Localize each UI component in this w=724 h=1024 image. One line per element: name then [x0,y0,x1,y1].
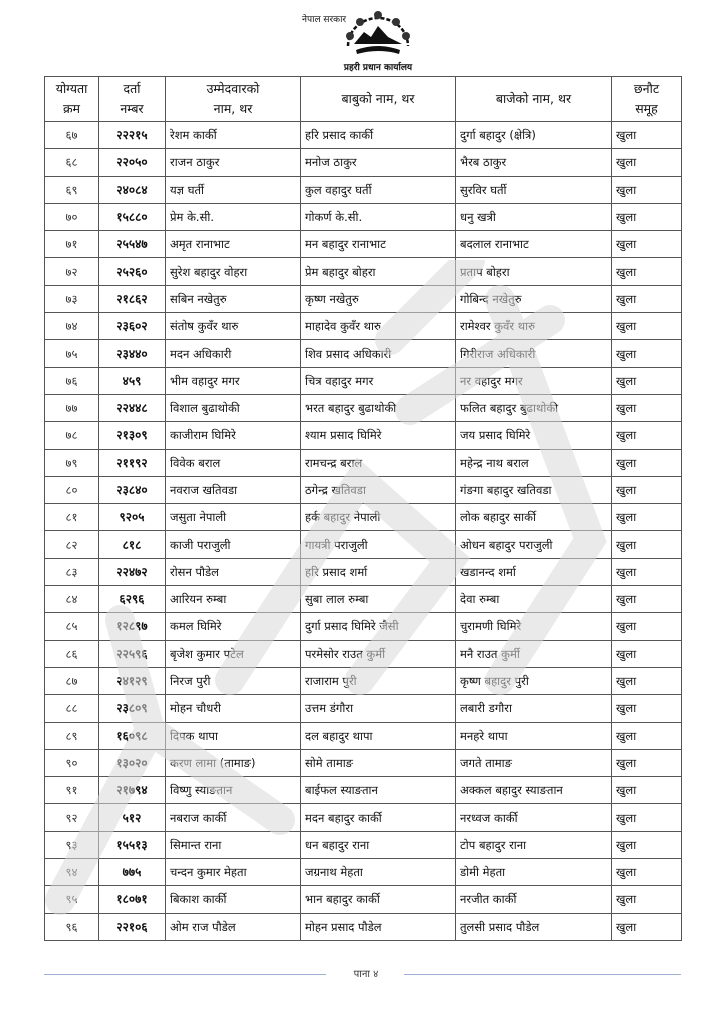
father-name-cell: भान बहादुर कार्की [301,886,456,913]
registration-number-cell: २२०५० [99,149,166,176]
father-name-cell: बाईफल स्याङतान [301,777,456,804]
father-name-cell: परमेसोर राउत कुर्मी [301,640,456,667]
table-row [45,613,682,640]
father-name-cell: भरत बहादुर बुढाथोकी [301,394,456,421]
registration-number-cell: २३६०२ [99,313,166,340]
grandfather-name-cell: महेन्द्र नाथ बराल [456,449,612,476]
rank-cell: ९१ [45,777,99,804]
grandfather-name-cell: लबारी डगौरा [456,695,612,722]
rank-cell: ७१ [45,231,99,258]
selection-group-cell: खुला [612,913,682,940]
rank-cell: ९५ [45,886,99,913]
header-grandfather-name [456,77,612,122]
header-label: समूह [635,101,658,116]
candidate-name-cell: विवेक बराल [166,449,301,476]
candidate-name-cell: ओम राज पौडेल [166,913,301,940]
selection-group-cell: खुला [612,640,682,667]
rank-cell: ९० [45,749,99,776]
father-name-cell: कुल वहादुर घर्ती [301,176,456,203]
father-name-cell: सुबा लाल रुम्बा [301,586,456,613]
registration-number-cell: २२५९६ [99,640,166,667]
candidate-name-cell: नवराज खतिवडा [166,476,301,503]
table-row [45,913,682,940]
registration-number-cell: ७७५ [99,859,166,886]
selection-group-cell: खुला [612,613,682,640]
selection-group-cell: खुला [612,367,682,394]
candidate-name-cell: कमल घिमिरे [166,613,301,640]
rank-cell: ७४ [45,313,99,340]
rank-cell: ७० [45,203,99,230]
page-footer [44,966,681,982]
rank-cell: ९६ [45,913,99,940]
table-row [45,340,682,367]
grandfather-name-cell: जगते तामाङ [456,749,612,776]
candidate-name-cell: प्रेम के.सी. [166,203,301,230]
registration-number-cell: ९२०५ [99,504,166,531]
selection-group-cell: खुला [612,122,682,149]
candidate-name-cell: मदन अधिकारी [166,340,301,367]
father-name-cell: शिव प्रसाद अधिकारी [301,340,456,367]
father-name-cell: मनोज ठाकुर [301,149,456,176]
rank-cell: ७६ [45,367,99,394]
father-name-cell: जग्रनाथ मेहता [301,859,456,886]
registration-number-cell: १३०२० [99,749,166,776]
page-number: पाना ४ [353,969,379,980]
registration-number-cell: ४५९ [99,367,166,394]
registration-number-cell: ६२९६ [99,586,166,613]
father-name-cell: दल बहादुर थापा [301,722,456,749]
emblem-mountain-icon [346,11,410,54]
selection-group-cell: खुला [612,859,682,886]
selection-group-cell: खुला [612,695,682,722]
registration-number-cell: ५१२ [99,804,166,831]
rank-cell: ७५ [45,340,99,367]
registration-number-cell: २११९२ [99,449,166,476]
candidate-name-cell: राजन ठाकुर [166,149,301,176]
father-name-cell: ठगेन्द्र खतिवडा [301,476,456,503]
rank-cell: ७२ [45,258,99,285]
registration-number-cell: २२४४८ [99,394,166,421]
candidate-name-cell: सिमान्त राना [166,831,301,858]
candidate-name-cell: करण लामा (तामाङ) [166,749,301,776]
grandfather-name-cell: तुलसी प्रसाद पौडेल [456,913,612,940]
header-selection-group [612,77,682,122]
rank-cell: ७३ [45,285,99,312]
rank-cell: ८३ [45,558,99,585]
rank-cell: ८० [45,476,99,503]
header-label: नाम, थर [213,101,253,116]
candidate-name-cell: रोसन पौडेल [166,558,301,585]
father-name-cell: धन बहादुर राना [301,831,456,858]
registration-number-cell: २१८६२ [99,285,166,312]
registration-number-cell: २१३०९ [99,422,166,449]
registration-number-cell: १५५१३ [99,831,166,858]
registration-number-cell: २१७९४ [99,777,166,804]
registration-number-cell: २२२१५ [99,122,166,149]
registration-number-cell: २३८४० [99,476,166,503]
header-label: दर्ता [123,81,141,96]
selection-group-cell: खुला [612,258,682,285]
table-row [45,777,682,804]
selection-group-cell: खुला [612,313,682,340]
header-label: बाजेको नाम, थर [495,91,572,106]
grandfather-name-cell: चुरामणी घिमिरे [456,613,612,640]
table-row [45,231,682,258]
registration-number-cell: २२४७२ [99,558,166,585]
father-name-cell: मन बहादुर रानाभाट [301,231,456,258]
selection-group-cell: खुला [612,394,682,421]
header-label: बाबुको नाम, थर [341,91,415,106]
table-row [45,586,682,613]
grandfather-name-cell: मनै राउत कुर्मी [456,640,612,667]
father-name-cell: राजाराम पुरी [301,667,456,694]
table-row [45,258,682,285]
grandfather-name-cell: नरजीत कार्की [456,886,612,913]
table-row [45,422,682,449]
grandfather-name-cell: गंङगा बहादुर खतिवडा [456,476,612,503]
selection-group-cell: खुला [612,176,682,203]
rank-cell: ८९ [45,722,99,749]
grandfather-name-cell: ओधन बहादुर पराजुली [456,531,612,558]
grandfather-name-cell: गिरीराज अधिकारी [456,340,612,367]
header-candidate-name [166,77,301,122]
father-name-cell: रामचन्द्र बराल [301,449,456,476]
table-row [45,394,682,421]
selection-group-cell: खुला [612,340,682,367]
rank-cell: ७७ [45,394,99,421]
candidate-name-cell: बृजेश कुमार पटेल [166,640,301,667]
table-row [45,504,682,531]
table-row [45,831,682,858]
father-name-cell: प्रेम बहादुर बोहरा [301,258,456,285]
grandfather-name-cell: बदलाल रानाभाट [456,231,612,258]
rank-cell: ७८ [45,422,99,449]
selection-group-cell: खुला [612,149,682,176]
grandfather-name-cell: दुर्गा बहादुर (क्षेत्रि) [456,122,612,149]
father-name-cell: गायत्री पराजुली [301,531,456,558]
rank-cell: ९४ [45,859,99,886]
grandfather-name-cell: नर वहादुर मगर [456,367,612,394]
emblem-wreath-icon [348,18,408,46]
father-name-cell: मदन बहादुर कार्की [301,804,456,831]
table-row [45,203,682,230]
rank-cell: ८८ [45,695,99,722]
selection-group-cell: खुला [612,667,682,694]
table-row [45,367,682,394]
candidate-name-cell: संतोष कुवँर थारु [166,313,301,340]
candidate-name-cell: निरज पुरी [166,667,301,694]
registration-number-cell: २३४४० [99,340,166,367]
grandfather-name-cell: नरध्वज कार्की [456,804,612,831]
table-row [45,695,682,722]
father-name-cell: दुर्गा प्रसाद घिमिरे जैसी [301,613,456,640]
registration-number-cell: २५२६० [99,258,166,285]
table-row [45,640,682,667]
table-row [45,859,682,886]
table-row [45,176,682,203]
selection-group-cell: खुला [612,476,682,503]
candidate-name-cell: सबिन नखेतुरु [166,285,301,312]
selection-group-cell: खुला [612,749,682,776]
grandfather-name-cell: भैरब ठाकुर [456,149,612,176]
father-name-cell: गोकर्ण के.सी. [301,203,456,230]
candidate-name-cell: आरियन रुम्बा [166,586,301,613]
rank-cell: ८७ [45,667,99,694]
table-row [45,804,682,831]
table-body [45,122,682,941]
grandfather-name-cell: रामेश्वर कुवँर थारु [456,313,612,340]
candidate-name-cell: रेशम कार्की [166,122,301,149]
candidate-name-cell: नबराज कार्की [166,804,301,831]
grandfather-name-cell: टोप बहादुर राना [456,831,612,858]
grandfather-name-cell: फलित बहादुर बुढाथोकी [456,394,612,421]
grandfather-name-cell: प्रताप बोहरा [456,258,612,285]
table-row [45,886,682,913]
rank-cell: ८४ [45,586,99,613]
selection-group-cell: खुला [612,203,682,230]
selection-group-cell: खुला [612,422,682,449]
selection-group-cell: खुला [612,231,682,258]
grandfather-name-cell: धनु खत्री [456,203,612,230]
registration-number-cell: २४१२९ [99,667,166,694]
candidate-name-cell: भीम वहादुर मगर [166,367,301,394]
father-name-cell: श्याम प्रसाद घिमिरे [301,422,456,449]
footer-rule-left [44,974,326,975]
registration-number-cell: ८१८ [99,531,166,558]
table-row [45,313,682,340]
candidate-name-cell: यज्ञ घर्ती [166,176,301,203]
selection-group-cell: खुला [612,449,682,476]
header-label: छनौट [633,81,660,96]
rank-cell: ८६ [45,640,99,667]
results-table [44,76,682,941]
rank-cell: ६७ [45,122,99,149]
table-row [45,476,682,503]
candidate-name-cell: चन्दन कुमार मेहता [166,859,301,886]
rank-cell: ९३ [45,831,99,858]
candidate-name-cell: दिपक थापा [166,722,301,749]
table-row [45,722,682,749]
selection-group-cell: खुला [612,777,682,804]
registration-number-cell: १२८९७ [99,613,166,640]
candidate-name-cell: बिकाश कार्की [166,886,301,913]
registration-number-cell: १८०७१ [99,886,166,913]
candidate-name-cell: मोहन चौधरी [166,695,301,722]
registration-number-cell: १५८८० [99,203,166,230]
father-name-cell: हर्क बहादुर नेपाली [301,504,456,531]
rank-cell: ७९ [45,449,99,476]
rank-cell: ८१ [45,504,99,531]
registration-number-cell: २२१०६ [99,913,166,940]
stamp-top-text: नेपाल सरकार [302,15,347,25]
selection-group-cell: खुला [612,558,682,585]
footer-rule-right [404,974,681,975]
grandfather-name-cell: डोमी मेहता [456,859,612,886]
father-name-cell: हरि प्रसाद कार्की [301,122,456,149]
table-row [45,285,682,312]
selection-group-cell: खुला [612,586,682,613]
grandfather-name-cell: लोक बहादुर सार्की [456,504,612,531]
header-registration-no [99,77,166,122]
selection-group-cell: खुला [612,831,682,858]
selection-group-cell: खुला [612,804,682,831]
selection-group-cell: खुला [612,886,682,913]
grandfather-name-cell: गोबिन्द नखेतुरु [456,285,612,312]
header-label: उम्मेदवारको [206,81,260,96]
registration-number-cell: २५५४७ [99,231,166,258]
father-name-cell: मोहन प्रसाद पौडेल [301,913,456,940]
table-row [45,449,682,476]
table-row [45,558,682,585]
selection-group-cell: खुला [612,722,682,749]
rank-cell: ६८ [45,149,99,176]
header-label: योग्यता [55,81,88,96]
selection-group-cell: खुला [612,504,682,531]
header-label: क्रम [62,101,81,116]
father-name-cell: चित्र वहादुर मगर [301,367,456,394]
grandfather-name-cell: खडानन्द शर्मा [456,558,612,585]
candidate-name-cell: जसुता नेपाली [166,504,301,531]
selection-group-cell: खुला [612,531,682,558]
grandfather-name-cell: सुरविर घर्ती [456,176,612,203]
stamp-ring-text: प्रहरी प्रधान कार्यालय [343,63,413,73]
government-emblem-stamp [300,2,456,74]
father-name-cell: उत्तम डंगौरा [301,695,456,722]
grandfather-name-cell: कृष्ण बहादुर पुरी [456,667,612,694]
grandfather-name-cell: देवा रुम्बा [456,586,612,613]
table-row [45,149,682,176]
grandfather-name-cell: जय प्रसाद घिमिरे [456,422,612,449]
header-rank [45,77,99,122]
header-father-name [301,77,456,122]
table-row [45,749,682,776]
father-name-cell: सोमे तामाङ [301,749,456,776]
registration-number-cell: १६०९८ [99,722,166,749]
registration-number-cell: २३८०९ [99,695,166,722]
candidate-name-cell: विशाल बुढाथोकी [166,394,301,421]
table-header-row [45,77,682,122]
father-name-cell: हरि प्रसाद शर्मा [301,558,456,585]
header-label: नम्बर [120,101,144,116]
grandfather-name-cell: मनहरे थापा [456,722,612,749]
candidate-name-cell: सुरेश बहादुर वोहरा [166,258,301,285]
candidate-name-cell: काजी पराजुली [166,531,301,558]
candidate-name-cell: विष्णु स्याङतान [166,777,301,804]
rank-cell: ६९ [45,176,99,203]
selection-group-cell: खुला [612,285,682,312]
table-row [45,531,682,558]
registration-number-cell: २४०८४ [99,176,166,203]
candidate-name-cell: काजीराम घिमिरे [166,422,301,449]
table-row [45,667,682,694]
father-name-cell: कृष्ण नखेतुरु [301,285,456,312]
candidate-name-cell: अमृत रानाभाट [166,231,301,258]
grandfather-name-cell: अक्कल बहादुर स्याङतान [456,777,612,804]
father-name-cell: माहादेव कुवँर थारु [301,313,456,340]
table-row [45,122,682,149]
rank-cell: ८२ [45,531,99,558]
rank-cell: ८५ [45,613,99,640]
rank-cell: ९२ [45,804,99,831]
